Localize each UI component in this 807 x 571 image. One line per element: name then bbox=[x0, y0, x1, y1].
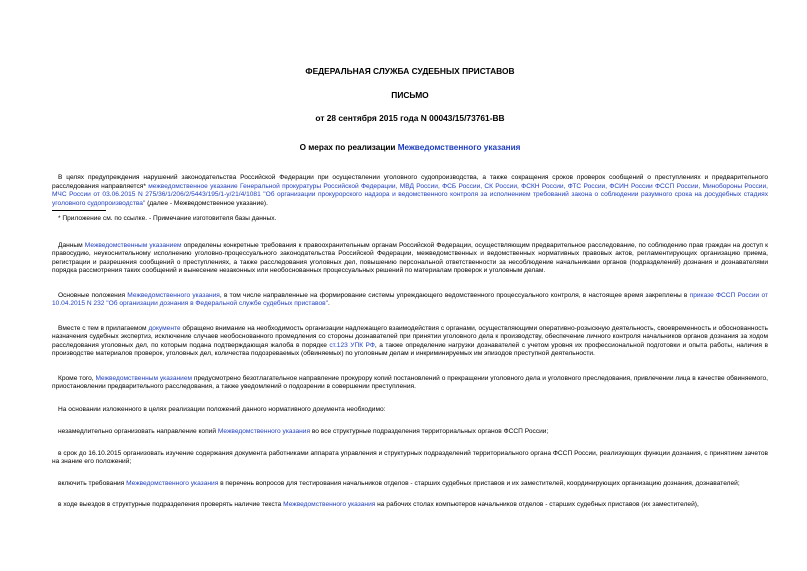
paragraph-intro bbox=[52, 174, 768, 208]
paragraph-text: предусмотрено безотлагательное направление прокурору копий постановлений о прекращении уголовного дела и уголовного преследования, привлечении лица в качестве обвиняемого, приостановлении предварительного расследования, а также уведомлений о подозрении в совершении преступления. bbox=[52, 374, 768, 390]
instruction-link[interactable]: Межведомственным указанием bbox=[84, 241, 182, 249]
paragraph-necessary: На основании изложенного в целях реализации положений данного нормативного документа необходимо: bbox=[58, 405, 386, 413]
footnote-separator bbox=[52, 210, 106, 211]
paragraph-main-provisions bbox=[52, 292, 768, 309]
paragraph-text: на рабочих столах компьютеров начальников отделов - старших судебных приставов (их заместителей), bbox=[375, 501, 699, 508]
subject-link[interactable]: Межведомственного указания bbox=[397, 143, 521, 152]
paragraph-text: Кроме того, bbox=[58, 374, 96, 382]
paragraph-text: Данным bbox=[58, 241, 85, 249]
paragraph-item-send-copies bbox=[52, 428, 768, 437]
paragraph-text: (далее - Межведомственное указание). bbox=[145, 199, 268, 207]
paragraph-text: включить требования bbox=[58, 479, 127, 487]
paragraph-text: , в том числе направленные на формирование системы упреждающего ведомственного процессуального контроля, в настоящее время закреплены в bbox=[219, 291, 690, 299]
paragraph-text: в перечень вопросов для тестирования начальников отделов - старших судебных приставов и их заместителей, координирующих организацию дознания, дознавателей; bbox=[218, 479, 740, 487]
document-date-number: от 28 сентября 2015 года N 00043/15/73761-ВВ bbox=[315, 113, 505, 123]
article-link[interactable]: ст.123 УПК РФ bbox=[329, 341, 375, 349]
paragraph-text: Вместе с тем в прилагаемом bbox=[58, 324, 149, 332]
instruction-link[interactable]: Межведомственного указания bbox=[127, 291, 220, 299]
paragraph-item-study: в срок до 16.10.2015 организовать изучение содержания документа работниками аппарата управления и структурных подразделений территориального органа ФССП России, реализующих функции дознания, с принятием зачетов на знание его положений; bbox=[52, 449, 768, 465]
instruction-link[interactable]: Межведомственного указания bbox=[126, 479, 219, 487]
document-subject bbox=[52, 142, 768, 153]
paragraph-text: . bbox=[328, 300, 330, 307]
paragraph-item-testing bbox=[52, 480, 768, 489]
paragraph-attention bbox=[52, 325, 768, 359]
paragraph-text: В целях предупреждения нарушений законодательства Российской Федерации при осуществлении уголовного судопроизводства, а также сокращения сроков проверок сообщений о преступлениях и предварительного расследования направляется* bbox=[52, 174, 768, 190]
instruction-link[interactable]: Межведомственным указанием bbox=[95, 374, 193, 382]
document-link[interactable]: документе bbox=[148, 324, 181, 332]
footnote: * Приложение см. по ссылке. - Примечание изготовителя базы данных. bbox=[58, 215, 277, 222]
paragraph-requirements bbox=[52, 242, 768, 276]
paragraph-text: в ходе выездов в структурные подразделения проверять наличие текста bbox=[58, 501, 284, 508]
document-type: ПИСЬМО bbox=[391, 90, 429, 100]
paragraph-besides bbox=[52, 375, 768, 392]
order-link[interactable]: приказе ФССП России от 10.04.2015 N 232 "Об организации дознания в Федеральной службе судебных приставов" bbox=[52, 291, 768, 307]
paragraph-text: обращено внимание на необходимость организации надлежащего взаимодействия с органами, осуществляющими оперативно-розыскную деятельность, своевременность и обоснованность назначения судебных экспертиз, исключение случаев необоснованного промедления со стороны дознавателей при принятии уголовного дела к производству, обеспечение личного контроля начальников органов дознания за ходом расследования уголовных дел, по которым подана подтверждающая жалоба в порядке bbox=[52, 324, 768, 349]
paragraph-text: определены конкретные требования к правоохранительным органам Российской Федерации, осуществляющим предварительное расследование, по соблюдению прав граждан на доступ к правосудию, неукоснительному исполнению уголовно-процессуального законодательства Российской Федерации, межведомственных и ведомственных нормативных правовых актов, регламентирующих организацию приема, регистрации и разрешения сообщений о преступлениях, а также расследования уголовных дел, повышению персональной ответственности за несоблюдение начальниками органов (подразделений) дознания и дознавателями порядка рассмотрения таких сообщений и вынесение незаконных или необоснованных процессуальных решений по материалам проверок и уголовным делам. bbox=[52, 241, 768, 274]
paragraph-text: незамедлительно организовать направление копий bbox=[58, 428, 218, 435]
issuing-organization: ФЕДЕРАЛЬНАЯ СЛУЖБА СУДЕБНЫХ ПРИСТАВОВ bbox=[305, 66, 515, 76]
instruction-link[interactable]: Межведомственного указания bbox=[217, 428, 311, 435]
paragraph-item-check bbox=[52, 501, 768, 510]
document-page bbox=[52, 66, 768, 510]
subject-text: О мерах по реализации bbox=[299, 143, 398, 152]
paragraph-text: Основные положения bbox=[58, 291, 128, 299]
paragraph-text: , а также определение нагрузки дознавателей с учетом уровня их профессиональной подготовки и опыта работы, наличия в производстве материалов проверок, уголовных дел, количества подозреваемых (обвиняемых) по уголовным делам и инкриминируемых им эпизодов преступной деятельности. bbox=[52, 341, 768, 357]
instruction-link[interactable]: Межведомственного указания bbox=[283, 501, 376, 508]
paragraph-text: во все структурные подразделения территориальных органов ФССП России; bbox=[310, 428, 549, 435]
interagency-instruction-link[interactable]: межведомственное указание Генеральной прокуратуры Российской Федерации, МВД России, ФСБ России, СК России, ФСКН России, ФТС России, ФСИН России ФССП России, Минобороны России, МЧС России от 03.06.2015 N 275/36/1/206/2/5443/195/1-у/21/4/1081 "Об организации прокурорского надзора и ведомственного контроля за исполнением требований закона о соблюдении разумного срока на досудебных стадиях уголовного судопроизводства" bbox=[52, 182, 768, 207]
